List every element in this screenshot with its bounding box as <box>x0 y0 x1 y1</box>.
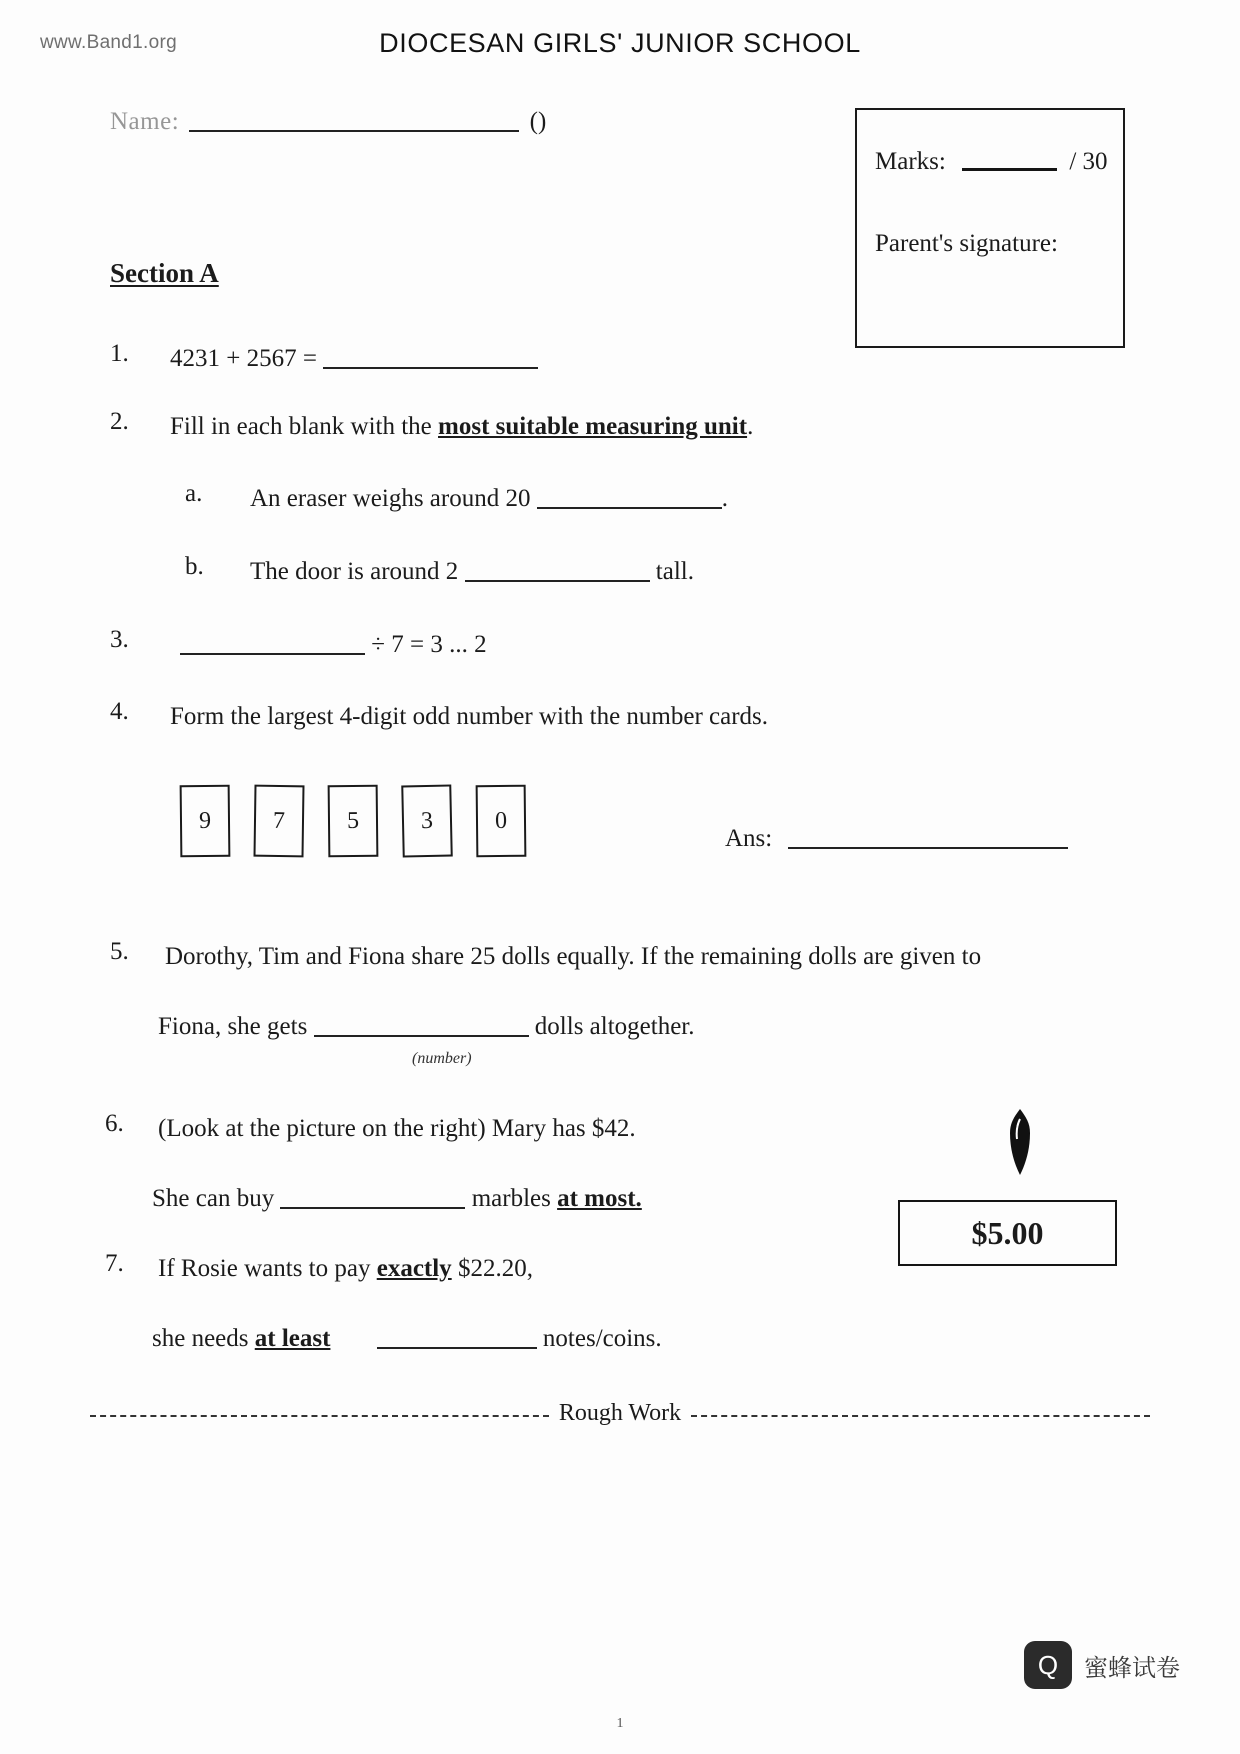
question-5-text-after: dolls altogether. <box>534 1013 695 1040</box>
question-5-number: 5. <box>110 938 129 965</box>
question-2a-text-before: An eraser weighs around 20 <box>250 485 531 512</box>
page-number: 1 <box>616 1716 624 1731</box>
number-card: 5 <box>328 785 379 858</box>
question-7-line2 <box>152 1320 662 1359</box>
marks-row <box>875 148 1108 176</box>
question-7-number: 7. <box>105 1250 124 1277</box>
question-7-answer-blank[interactable] <box>377 1331 537 1349</box>
divider-right <box>691 1415 1150 1417</box>
question-2b-text-after: tall. <box>655 558 694 585</box>
question-2b-text-before: The door is around 2 <box>250 558 459 585</box>
question-7-line2-before: she needs <box>152 1325 255 1352</box>
marks-box <box>855 108 1125 348</box>
question-6-text-after: marbles <box>471 1185 558 1212</box>
name-input-blank[interactable] <box>189 110 519 132</box>
question-2-text <box>170 408 753 447</box>
question-3-number: 3. <box>110 626 129 653</box>
question-6-number: 6. <box>105 1110 124 1137</box>
brand-name: 蜜蜂试卷 <box>1084 1654 1180 1682</box>
question-3-answer-blank[interactable] <box>180 637 365 655</box>
question-2a-text <box>250 480 728 519</box>
question-2-text-before: Fill in each blank with the <box>170 413 439 440</box>
question-5-line2 <box>158 1008 695 1047</box>
rough-work-divider <box>90 1400 1150 1427</box>
question-4-answer-blank[interactable] <box>788 831 1068 849</box>
question-4-number: 4. <box>110 698 129 725</box>
question-6-answer-blank[interactable] <box>280 1191 465 1209</box>
question-7-emphasis: exactly <box>376 1255 452 1282</box>
question-3-text <box>180 626 487 665</box>
question-6-line1: (Look at the picture on the right) Mary has $42. <box>158 1115 636 1142</box>
question-7-line1 <box>158 1250 533 1289</box>
marble-bag-icon <box>990 1105 1050 1180</box>
parent-signature-label: Parent's signature: <box>875 230 1058 257</box>
question-7-line2-emphasis: at least <box>254 1325 331 1352</box>
divider-left <box>90 1415 549 1417</box>
question-1-number: 1. <box>110 340 129 367</box>
marks-input-blank[interactable] <box>962 152 1057 171</box>
question-3-expression: ÷ 7 = 3 ... 2 <box>371 631 487 658</box>
question-2a-label: a. <box>185 480 203 507</box>
question-4-answer-row <box>725 825 1068 853</box>
question-6-line2 <box>152 1180 642 1219</box>
class-number-paren-close: ) <box>537 108 547 135</box>
question-1-answer-blank[interactable] <box>323 351 538 369</box>
page-title: DIOCESAN GIRLS' JUNIOR SCHOOL <box>379 28 861 58</box>
marks-label: Marks: <box>875 148 946 175</box>
site-watermark: www.Band1.org <box>40 32 177 53</box>
question-2a-text-after: . <box>721 485 728 512</box>
name-row <box>110 108 546 136</box>
question-2-emphasis: most suitable measuring unit <box>438 413 748 440</box>
section-a-heading: Section A <box>110 258 219 288</box>
question-4-text: Form the largest 4-digit odd number with the number cards. <box>170 703 769 730</box>
question-2-text-after: . <box>747 413 754 440</box>
brand-logo-icon: Q <box>1024 1641 1072 1689</box>
question-5-answer-blank[interactable] <box>314 1019 529 1037</box>
number-card: 9 <box>180 785 231 858</box>
marks-total: / 30 <box>1069 148 1108 175</box>
question-5-hint: (number) <box>412 1050 472 1067</box>
name-label: Name: <box>110 108 180 135</box>
number-card: 7 <box>253 785 304 858</box>
question-2a-answer-blank[interactable] <box>537 491 722 509</box>
class-number-paren-open: ( <box>529 108 538 135</box>
rough-work-label: Rough Work <box>558 1400 682 1426</box>
question-7-line2-after: notes/coins. <box>542 1325 662 1352</box>
question-5-line1: Dorothy, Tim and Fiona share 25 dolls equally. If the remaining dolls are given to <box>165 943 982 970</box>
question-7-text-after: $22.20, <box>451 1255 533 1282</box>
question-2b-text <box>250 553 694 592</box>
number-card: 0 <box>476 785 527 858</box>
question-5-text-before: Fiona, she gets <box>158 1013 308 1040</box>
question-2-number: 2. <box>110 408 129 435</box>
brand-watermark <box>1024 1641 1180 1689</box>
number-card: 3 <box>401 784 452 857</box>
number-cards-group <box>180 785 526 857</box>
question-7-text-before: If Rosie wants to pay <box>158 1255 377 1282</box>
question-2b-label: b. <box>185 553 204 580</box>
question-1-text <box>170 340 538 379</box>
price-tag: $5.00 <box>898 1200 1117 1266</box>
parent-signature-row <box>875 230 1058 258</box>
question-4-answer-label: Ans: <box>725 825 773 852</box>
question-1-expression: 4231 + 2567 = <box>170 345 317 372</box>
question-6-text-before: She can buy <box>152 1185 275 1212</box>
question-2b-answer-blank[interactable] <box>465 564 650 582</box>
question-6-emphasis: at most. <box>557 1185 642 1212</box>
